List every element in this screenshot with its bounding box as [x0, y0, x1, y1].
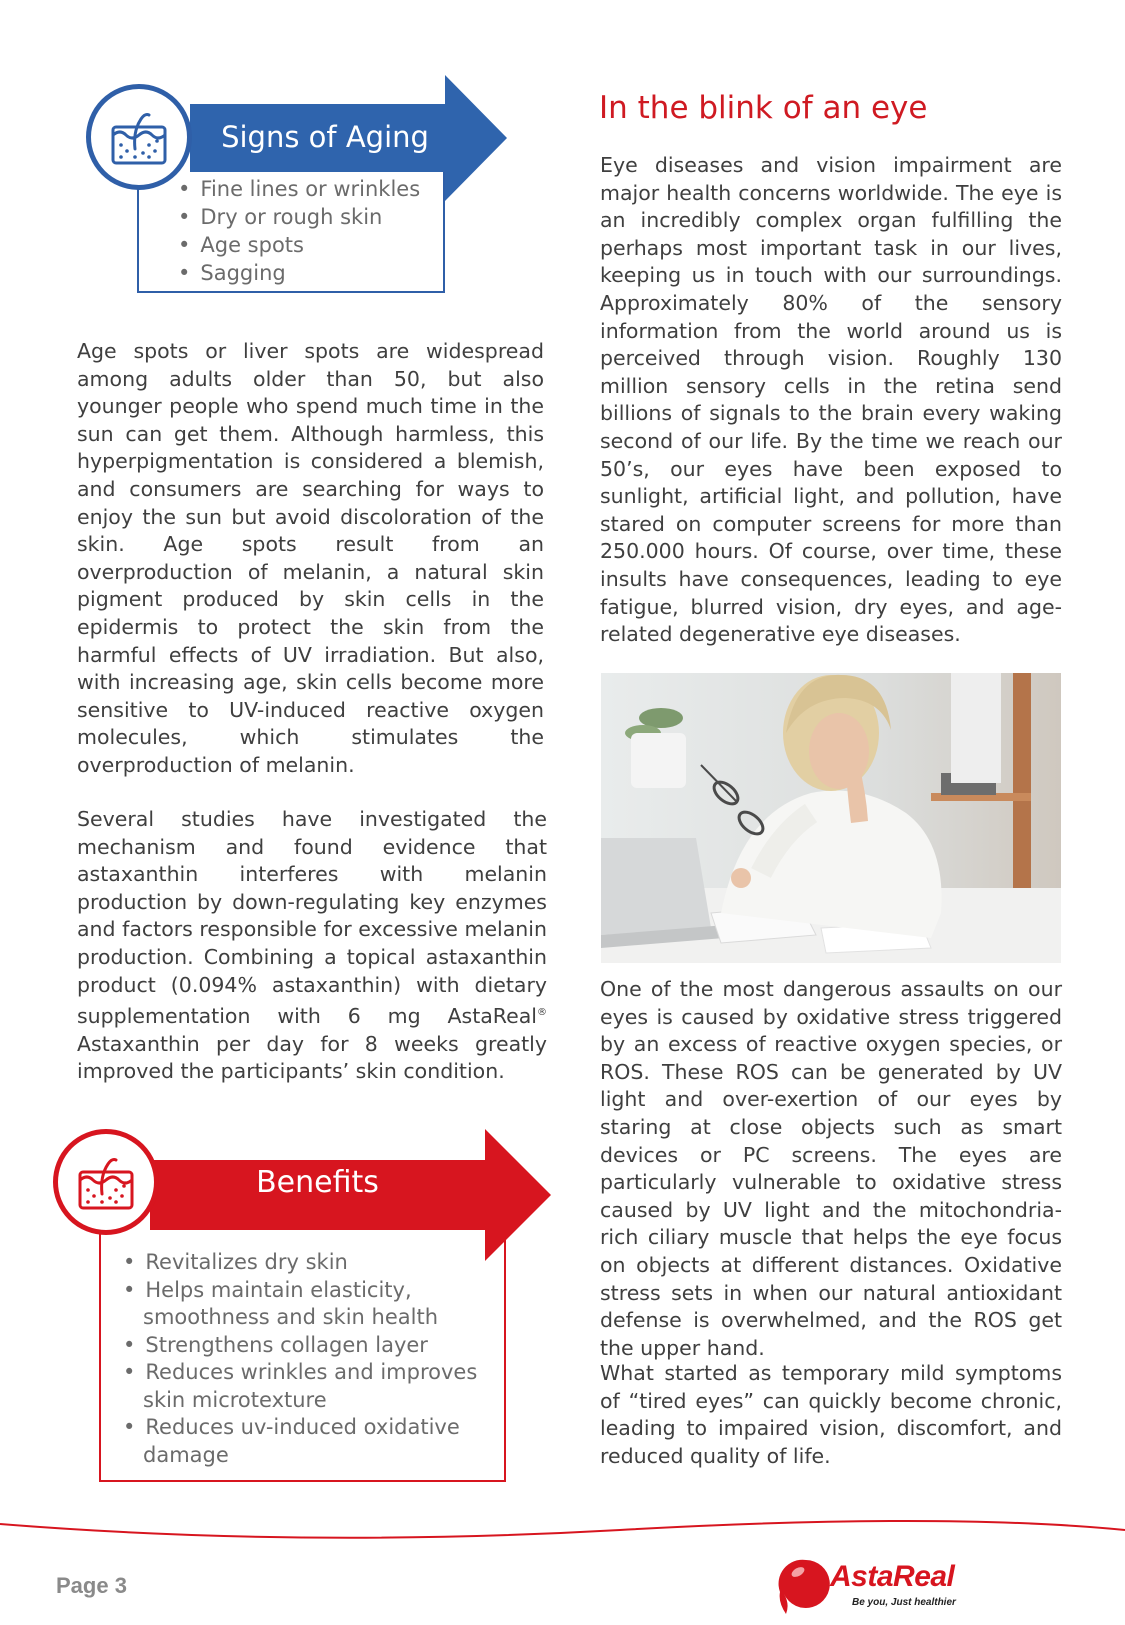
list-item: • Strengthens collagen layer: [123, 1332, 483, 1360]
paragraph-text: Astaxanthin per day for 8 weeks greatly improved the participants’ skin condition.: [77, 1031, 547, 1084]
list-item: • Reduces uv-induced oxidative damage: [123, 1414, 483, 1469]
logo-tagline: Be you, Just healthier: [852, 1597, 956, 1608]
woman-rubbing-eyes-photo: [601, 673, 1061, 963]
page-number: Page 3: [56, 1573, 127, 1598]
astareal-logo-icon: [776, 1556, 834, 1616]
signs-of-aging-list: [178, 175, 420, 287]
astaxanthin-studies-paragraph: [77, 806, 547, 1086]
eye-diseases-paragraph: Eye diseases and vision impairment are major health concerns worldwide. The eye is an incredibly complex organ fulfilling the perhaps most important task in our lives, keeping us in touch with our surroundings. Approximately 80% of the sensory information from the world around us is perceived through vision. Roughly 130 million sensory cells in the retina send billions of signals to the brain every waking second of our life. By the time we reach our 50’s, our eyes have been exposed to sunlight, artificial light, and pollution, have stared on computer screens for more than 250.000 hours. Of course, over time, these insults have consequences, leading to eye fatigue, blurred vision, dry eyes, and age-related degenerative eye diseases.: [600, 153, 1062, 647]
age-spots-paragraph: Age spots or liver spots are widespread among adults older than 50, but also younger people who spend much time in the sun can get them. Although harmless, this hyperpigmentation is considered a blemish, and consumers are searching for ways to enjoy the sun but avoid discoloration of the skin. Age spots result from an overproduction of melanin, a natural skin pigment produced by skin cells in the epidermis to protect the skin from the harmful effects of UV irradiation. But also, with increasing age, skin cells become more sensitive to UV-induced reactive oxygen molecules, which stimulates the overproduction of melanin.: [77, 339, 544, 777]
oxidative-stress-paragraph: One of the most dangerous assaults on our eyes is caused by oxidative stress triggered by an excess of reactive oxygen species, or ROS. These ROS can be generated by UV light and over-exertion of our eyes by staring at close objects such as smart devices or PC screens. The eyes are particularly vulnerable to oxidative stress caused by UV light and the mitochondria-rich ciliary muscle that helps the eye focus on objects at different distances. Oxidative stress sets in when our natural antioxidant defense is overwhelmed, and the ROS get the upper hand.: [600, 977, 1062, 1360]
tired-eyes-paragraph: What started as temporary mild symptoms of “tired eyes” can quickly become chronic, leading to impaired vision, discomfort, and reduced quality of life.: [600, 1361, 1062, 1468]
list-item: • Fine lines or wrinkles: [178, 175, 420, 203]
skin-layers-icon: [86, 84, 192, 190]
paragraph-text: Several studies have investigated the mechanism and found evidence that astaxanthin interferes with melanin production by down-regulating key enzymes and factors responsible for excessive melanin production. Combining a topical astaxanthin product (0.094% astaxanthin) with dietary supplementation with 6 mg AstaReal: [77, 807, 547, 1028]
signs-of-aging-title: Signs of Aging: [221, 120, 429, 154]
list-item: • Age spots: [178, 231, 420, 259]
list-item: • Reduces wrinkles and improves skin microtexture: [123, 1359, 483, 1414]
skin-layers-icon: [53, 1129, 159, 1235]
list-item: • Helps maintain elasticity, smoothness and skin health: [123, 1277, 483, 1332]
footer-wave-line: [0, 1520, 1125, 1550]
list-item: • Dry or rough skin: [178, 203, 420, 231]
benefits-title: Benefits: [256, 1165, 379, 1200]
section-heading: In the blink of an eye: [599, 90, 928, 126]
registered-mark: ®: [537, 1007, 547, 1019]
benefits-list: [123, 1249, 483, 1469]
astareal-logo-text: AstaReal: [830, 1560, 955, 1593]
list-item: • Revitalizes dry skin: [123, 1249, 483, 1277]
list-item: • Sagging: [178, 259, 420, 287]
